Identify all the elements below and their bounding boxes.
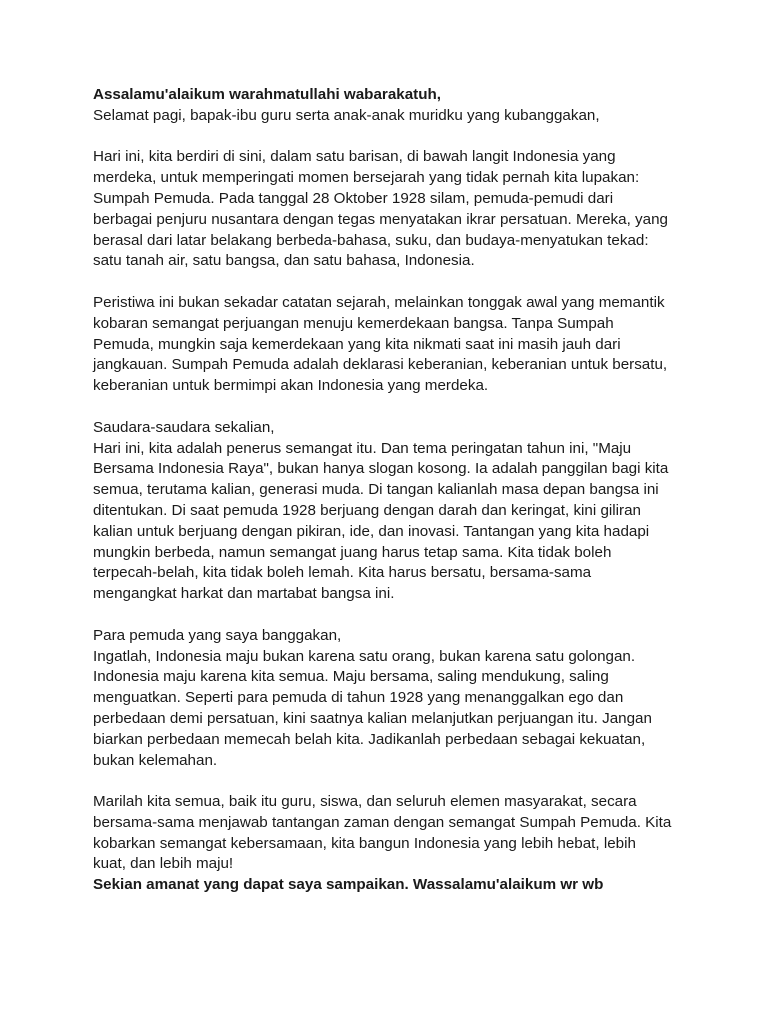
speech-document xyxy=(93,85,733,896)
paragraph-2 xyxy=(93,293,733,397)
text-line: perbedaan demi persatuan, kini saatnya kalian melanjutkan perjuangan itu. Jangan xyxy=(93,709,652,727)
text-line: kuat, dan lebih maju! xyxy=(93,855,234,873)
paragraph-1 xyxy=(93,147,733,272)
text-line: biarkan perbedaan memecah belah kita. Jadikanlah perbedaan sebagai kekuatan, xyxy=(93,730,646,748)
text-line: Indonesia maju karena kita semua. Maju bersama, saling mendukung, saling xyxy=(93,668,609,686)
paragraph-gap xyxy=(93,397,733,418)
text-line: bersama-sama menjawab tantangan zaman dengan semangat Sumpah Pemuda. Kita xyxy=(93,813,672,831)
text-line: Pemuda, mungkin saja kemerdekaan yang kita nikmati saat ini masih jauh dari xyxy=(93,335,621,353)
paragraph-gap xyxy=(93,605,733,626)
paragraph-3 xyxy=(93,418,733,605)
text-line: berasal dari latar belakang berbeda-bahasa, suku, dan budaya-menyatukan tekad: xyxy=(93,231,649,249)
paragraph-4 xyxy=(93,626,733,772)
opening-salutation: Assalamu'alaikum warahmatullahi wabarakatuh, xyxy=(93,86,441,103)
text-line: Saudara-saudara sekalian, xyxy=(93,418,275,436)
text-line: Para pemuda yang saya banggakan, xyxy=(93,626,342,644)
text-line: kobaran semangat perjuangan menuju kemerdekaan bangsa. Tanpa Sumpah xyxy=(93,314,614,332)
text-line: Hari ini, kita adalah penerus semangat itu. Dan tema peringatan tahun ini, "Maju xyxy=(93,439,632,457)
text-line: ditentukan. Di saat pemuda 1928 berjuang dengan darah dan keringat, kini giliran xyxy=(93,501,641,519)
text-line: Ingatlah, Indonesia maju bukan karena satu orang, bukan karena satu golongan. xyxy=(93,647,636,665)
text-line: kalian untuk berjuang dengan pikiran, ide, dan inovasi. Tantangan yang kita hadapi xyxy=(93,522,650,540)
greeting-line: Selamat pagi, bapak-ibu guru serta anak-anak muridku yang kubanggakan, xyxy=(93,106,600,124)
paragraph-gap xyxy=(93,272,733,293)
text-line: keberanian untuk bermimpi akan Indonesia yang merdeka. xyxy=(93,377,489,395)
text-line: Peristiwa ini bukan sekadar catatan sejarah, melainkan tonggak awal yang memantik xyxy=(93,293,665,311)
text-line: kobarkan semangat kebersamaan, kita bangun Indonesia yang lebih hebat, lebih xyxy=(93,834,636,852)
text-line: bukan kelemahan. xyxy=(93,751,218,769)
paragraph-gap xyxy=(93,771,733,792)
text-line: Bersama Indonesia Raya", bukan hanya slogan kosong. Ia adalah panggilan bagi kita xyxy=(93,460,669,478)
closing-line: Sekian amanat yang dapat saya sampaikan. Wassalamu'alaikum wr wb xyxy=(93,876,604,894)
paragraph-5 xyxy=(93,792,733,875)
paragraph-gap xyxy=(93,127,733,148)
text-line: satu tanah air, satu bangsa, dan satu bahasa, Indonesia. xyxy=(93,252,475,270)
text-line: berbagai penjuru nusantara dengan tegas menyatakan ikrar persatuan. Mereka, yang xyxy=(93,210,668,228)
text-line: Hari ini, kita berdiri di sini, dalam satu barisan, di bawah langit Indonesia yang xyxy=(93,148,616,166)
text-line: semua, terutama kalian, generasi muda. Di tangan kalianlah masa depan bangsa ini xyxy=(93,481,659,499)
text-line: mungkin berbeda, namun semangat juang harus tetap sama. Kita tidak boleh xyxy=(93,543,612,561)
text-line: jangkauan. Sumpah Pemuda adalah deklarasi keberanian, keberanian untuk bersatu, xyxy=(93,356,668,374)
text-line: mengangkat harkat dan martabat bangsa ini. xyxy=(93,585,395,603)
text-line: terpecah-belah, kita tidak boleh lemah. Kita harus bersatu, bersama-sama xyxy=(93,564,592,582)
text-line: Sumpah Pemuda. Pada tanggal 28 Oktober 1928 silam, pemuda-pemudi dari xyxy=(93,189,614,207)
text-line: merdeka, untuk memperingati momen bersejarah yang tidak pernah kita lupakan: xyxy=(93,169,640,187)
text-line: menguatkan. Seperti para pemuda di tahun 1928 yang menanggalkan ego dan xyxy=(93,689,624,707)
text-line: Marilah kita semua, baik itu guru, siswa, dan seluruh elemen masyarakat, secara xyxy=(93,793,637,811)
